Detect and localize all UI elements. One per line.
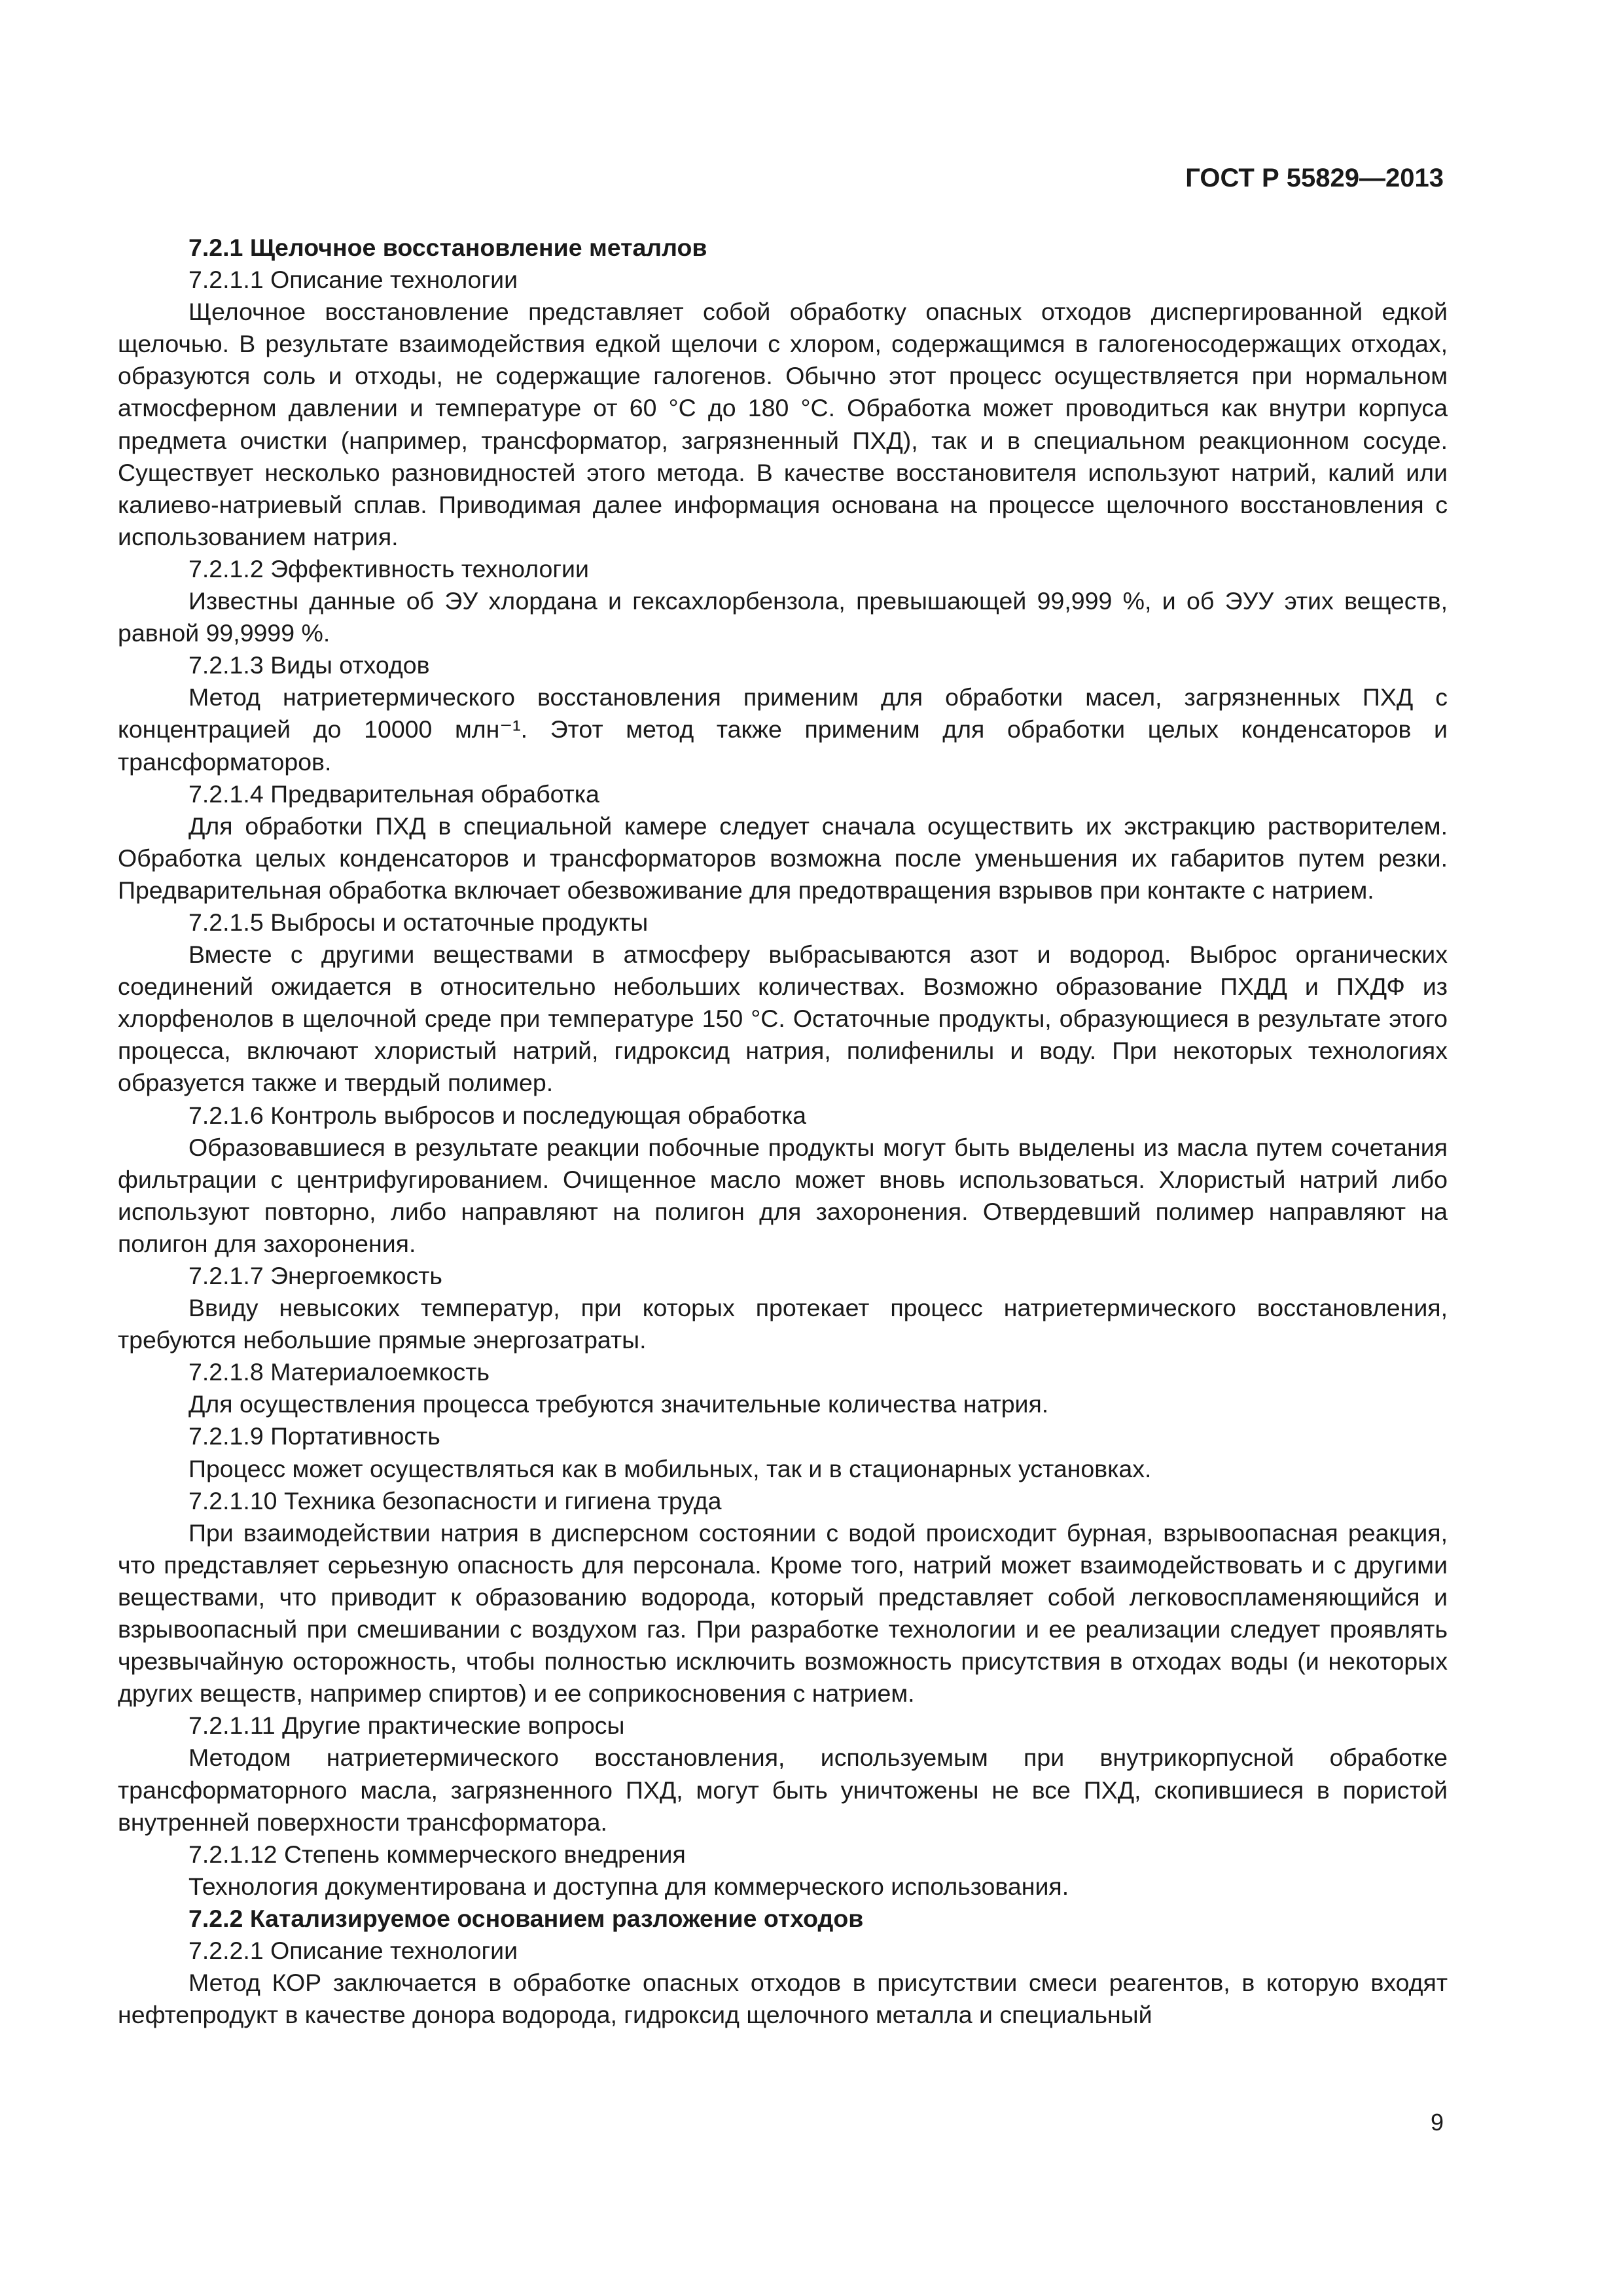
subsection-heading: 7.2.1.11 Другие практические вопросы <box>188 1712 625 1740</box>
subsection-heading: 7.2.1.12 Степень коммерческого внедрения <box>188 1840 686 1868</box>
subsection-heading: 7.2.1.9 Портативность <box>188 1422 440 1450</box>
body-paragraph: Щелочное восстановление представляет собой обработку опасных отходов диспергированной едкой щелочью. В результате взаимодействия едкой щелочи с хлором, содержащимся в галогеносодержащих отходах, образуются соль и отходы, не содержащие галогенов. Обычно этот процесс осуществляется при нормальном атмосферном давлении и температуре от 60 °С до 180 °С. Обработка может проводиться как внутри корпуса предмета очистки (например, трансформатор, загрязненный ПХД), так и в специальном реакционном сосуде. Существует несколько разновидностей этого метода. В качестве восстановителя используют натрий, калий или калиево-натриевый сплав. Приводимая далее информация основана на процессе щелочного восстановления с использованием натрия. <box>118 298 1448 550</box>
subsection-heading: 7.2.1.8 Материалоемкость <box>188 1358 490 1386</box>
body-paragraph: Ввиду невысоких температур, при которых протекает процесс натриетермического восстановления, требуются небольшие прямые энергозатраты. <box>118 1294 1448 1354</box>
subsection-heading: 7.2.1.6 Контроль выбросов и последующая обработка <box>188 1101 807 1129</box>
document-id: ГОСТ Р 55829—2013 <box>1185 164 1444 192</box>
subsection-heading: 7.2.1.1 Описание технологии <box>188 266 518 294</box>
body-paragraph: Метод натриетермического восстановления применим для обработки масел, загрязненных ПХД с концентрацией до 10000 млн⁻¹. Этот метод также применим для обработки целых конденсаторов и трансформаторов. <box>118 683 1448 776</box>
page-number: 9 <box>1430 2109 1444 2136</box>
subsection-heading: 7.2.1.7 Энергоемкость <box>188 1262 442 1289</box>
body-paragraph: Технология документирована и доступна для коммерческого использования. <box>188 1872 1069 1900</box>
body-paragraph: Вместе с другими веществами в атмосферу выбрасываются азот и водород. Выброс органических соединений ожидается в относительно небольших количествах. Возможно образование ПХДД и ПХДФ из хлорфенолов в щелочной среде при температуре 150 °С. Остаточные продукты, образующиеся в результате этого процесса, включают хлористый натрий, гидроксид натрия, полифенилы и воду. При некоторых технологиях образуется также и твердый полимер. <box>118 941 1448 1097</box>
subsection-heading: 7.2.1.4 Предварительная обработка <box>188 780 599 808</box>
section-heading: 7.2.1 Щелочное восстановление металлов <box>188 234 707 261</box>
body-paragraph: Образовавшиеся в результате реакции побочные продукты могут быть выделены из масла путем сочетания фильтрации с центрифугированием. Очищенное масло может вновь использоваться. Хлористый натрий либо используют повторно, либо направляют на полигон для захоронения. Отвердевший полимер направляют на полигон для захоронения. <box>118 1133 1448 1257</box>
subsection-heading: 7.2.2.1 Описание технологии <box>188 1936 518 1964</box>
body-paragraph: Методом натриетермического восстановления, используемым при внутрикорпусной обработке трансформаторного масла, загрязненного ПХД, могут быть уничтожены не все ПХД, скопившиеся в пористой внутренней поверхности трансформатора. <box>118 1744 1448 1836</box>
subsection-heading: 7.2.1.2 Эффективность технологии <box>188 554 589 583</box>
section-heading: 7.2.2 Катализируемое основанием разложение отходов <box>188 1904 864 1932</box>
body-paragraph: Для обработки ПХД в специальной камере следует сначала осуществить их экстракцию растворителем. Обработка целых конденсаторов и трансформаторов возможна после уменьшения их габаритов путем резки. Предварительная обработка включает обезвоживание для предотвращения взрывов при контакте с натрием. <box>118 812 1448 904</box>
body-paragraph: Известны данные об ЭУ хлордана и гексахлорбензола, превышающей 99,999 %, и об ЭУУ этих веществ, равной 99,9999 %. <box>118 587 1448 647</box>
body-paragraph: Метод КОР заключается в обработке опасных отходов в присутствии смеси реагентов, в которую входят нефтепродукт в качестве донора водорода, гидроксид щелочного металла и специальный <box>118 1969 1448 2029</box>
subsection-heading: 7.2.1.10 Техника безопасности и гигиена труда <box>188 1486 722 1515</box>
page-body <box>118 232 1448 2031</box>
body-paragraph: Для осуществления процесса требуются значительные количества натрия. <box>188 1390 1049 1418</box>
body-paragraph: Процесс может осуществляться как в мобильных, так и в стационарных установках. <box>188 1454 1152 1482</box>
subsection-heading: 7.2.1.3 Виды отходов <box>188 651 430 679</box>
subsection-heading: 7.2.1.5 Выбросы и остаточные продукты <box>188 908 649 936</box>
body-paragraph: При взаимодействии натрия в дисперсном состоянии с водой происходит бурная, взрывоопасная реакция, что представляет серьезную опасность для персонала. Кроме того, натрий может взаимодействовать и с другими веществами, что приводит к образованию водорода, который представляет собой легковоспламеняющийся и взрывоопасный при смешивании с воздухом газ. При разработке технологии и ее реализации следует проявлять чрезвычайную осторожность, чтобы полностью исключить возможность присутствия в отходах воды (и некоторых других веществ, например спиртов) и ее соприкосновения с натрием. <box>118 1518 1448 1708</box>
